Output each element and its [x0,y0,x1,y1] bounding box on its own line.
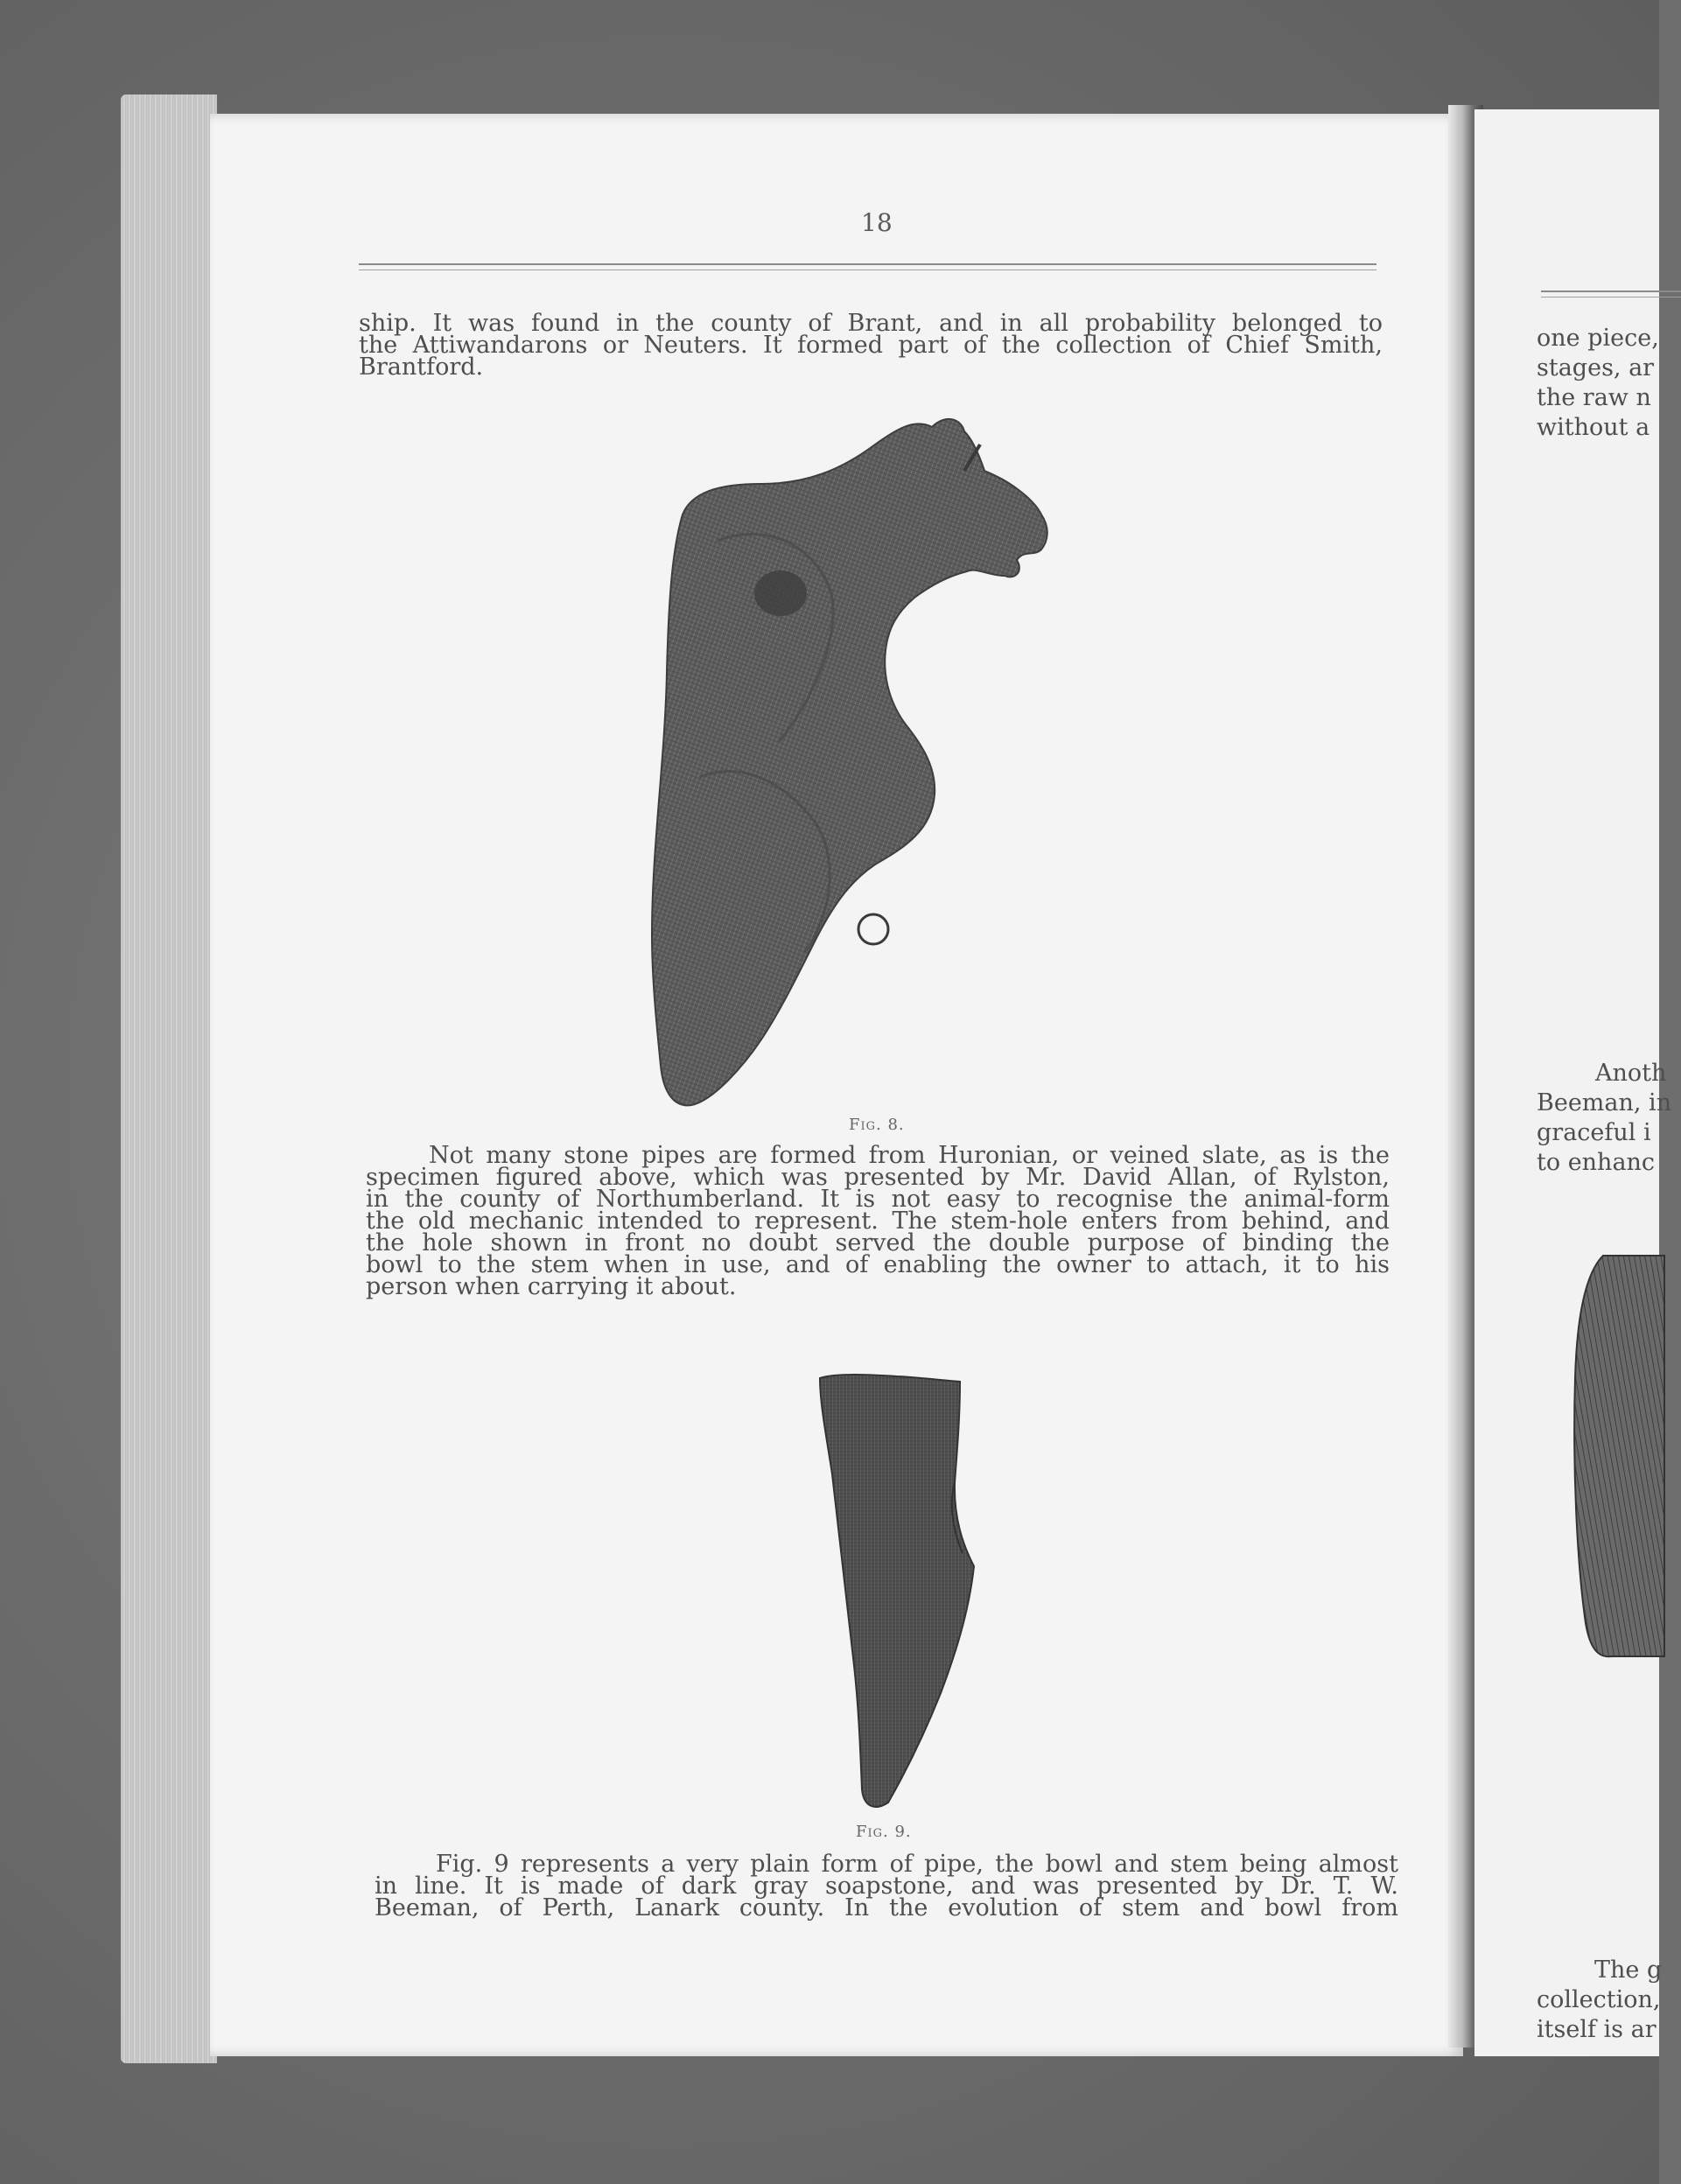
text-line: graceful i [1537,1119,1651,1146]
paragraph-intro [359,310,1383,381]
text-line: the hole shown in front no doubt served the double purpose of binding the [366,1229,1390,1256]
text-line: Anoth [1595,1060,1667,1087]
figure-8-pipe-illustration [613,410,1138,1110]
eye-mark [754,570,807,616]
figure-9-pipe-illustration [801,1369,989,1811]
text-line: in the county of Northumberland. It is not easy to recognise the animal-form [366,1186,1390,1213]
text-line: collection, [1537,1986,1661,2013]
text-line: Beeman, of Perth, Lanark county. In the evolution of stem and bowl from [375,1894,1398,1922]
header-rule [1541,290,1681,298]
text-line: Beeman, in [1537,1089,1672,1116]
paragraph-fig9 [375,1851,1398,1922]
right-page-top-text [1537,324,1659,443]
text-line: itself is ar [1537,2016,1656,2043]
right-page-figure-partial [1568,1247,1664,1667]
text-line: the Attiwandarons or Neuters. It formed part of the collection of Chief Smith, [359,332,1383,359]
text-line: Brantford. [359,354,484,381]
page-number: 18 [861,208,893,237]
text-line: in line. It is made of dark gray soapstone, and was presented by Dr. T. W. [375,1872,1398,1900]
header-rule [359,263,1376,270]
paragraph-fig8 [366,1144,1390,1298]
text-line: the old mechanic intended to represent. The stem-hole enters from behind, and [366,1208,1390,1235]
text-line: one piece, [1537,325,1659,352]
text-line: The g [1594,1956,1663,1984]
right-page-bottom-text [1537,1956,1662,2045]
right-page [1474,109,1672,2056]
text-line: stages, ar [1537,354,1655,382]
text-line: without a [1537,414,1650,441]
book-page-edges [121,94,217,2063]
pipe-body-shape [652,419,1047,1105]
text-line: the raw n [1537,384,1651,411]
text-line: to enhanc [1537,1149,1656,1176]
text-line: Fig. 9 represents a very plain form of pipe, the bowl and stem being almost [436,1851,1398,1878]
text-line: person when carrying it about. [366,1273,737,1300]
right-page-middle-text [1537,1059,1671,1178]
pipe-body-shape [820,1375,974,1807]
suspension-hole [858,914,888,944]
figure-8-caption: Fig. 8. [849,1116,905,1134]
text-line: bowl to the stem when in use, and of enabling the owner to attach, it to his [366,1251,1390,1278]
text-line: specimen figured above, which was presented by Mr. David Allan, of Rylston, [366,1164,1390,1191]
figure-shape [1574,1256,1664,1656]
text-line: Not many stone pipes are formed from Huronian, or veined slate, as is the [429,1142,1390,1169]
figure-9-caption: Fig. 9. [856,1823,912,1841]
text-line: ship. It was found in the county of Brant, and in all probability belonged to [359,310,1383,337]
